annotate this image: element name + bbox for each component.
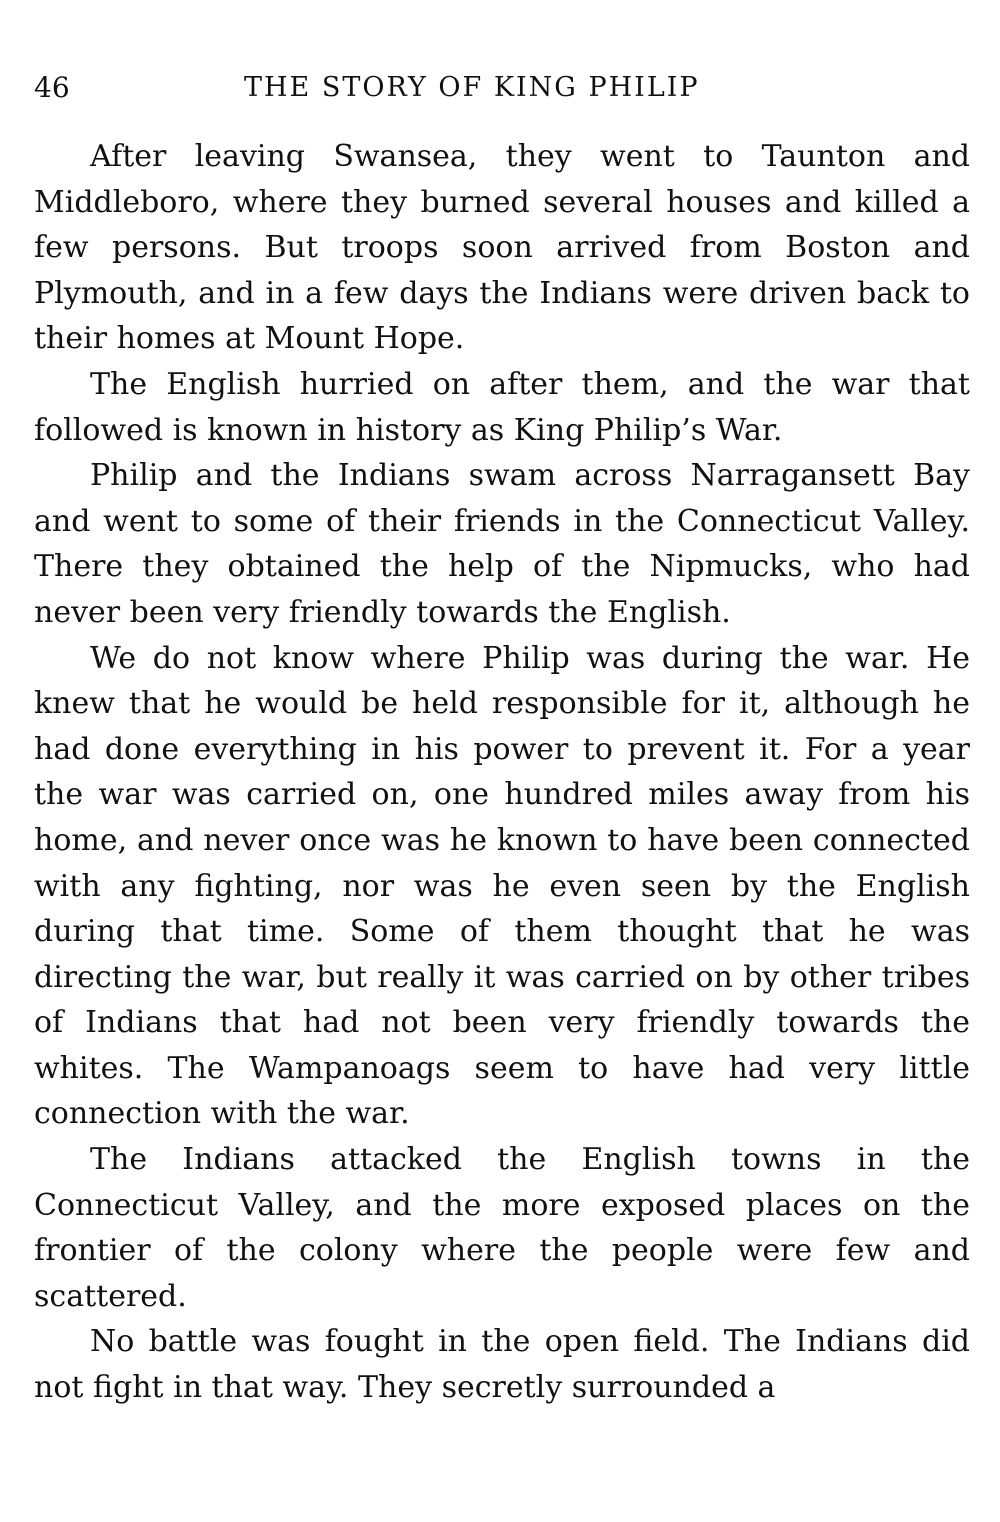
page-header: [34, 68, 970, 112]
page-number: 46: [34, 71, 70, 104]
paragraph: We do not know where Philip was during the war. He knew that he would be held responsible for it, although he had done everything in his power to prevent it. For a year the war was carried on, one hundred miles away from his home, and never once was he known to have been connected with any fighting, nor was he even seen by the English during that time. Some of them thought that he was directing the war, but really it was carried on by other tribes of Indians that had not been very friendly towards the whites. The Wampanoags seem to have had very little connection with the war.: [34, 640, 970, 1132]
body-text: [34, 134, 970, 1411]
paragraph: No battle was fought in the open field. The Indians did not fight in that way. They secretly surrounded a: [34, 1324, 970, 1406]
paragraph: The Indians attacked the English towns in the Connecticut Valley, and the more exposed places on the frontier of the colony where the people were few and scattered.: [34, 1142, 970, 1314]
paragraph: Philip and the Indians swam across Narragansett Bay and went to some of their friends in the Connecticut Valley. There they obtained the help of the Nipmucks, who had never been very friendly towards the English.: [34, 458, 970, 630]
paragraph: After leaving Swansea, they went to Taunton and Middleboro, where they burned several houses and killed a few persons. But troops soon arrived from Boston and Plymouth, and in a few days the Indians were driven back to their homes at Mount Hope.: [34, 139, 970, 357]
running-title: THE STORY OF KING PHILIP: [244, 72, 700, 103]
paragraph: The English hurried on after them, and the war that followed is known in history as King Philip’s War.: [34, 366, 970, 448]
